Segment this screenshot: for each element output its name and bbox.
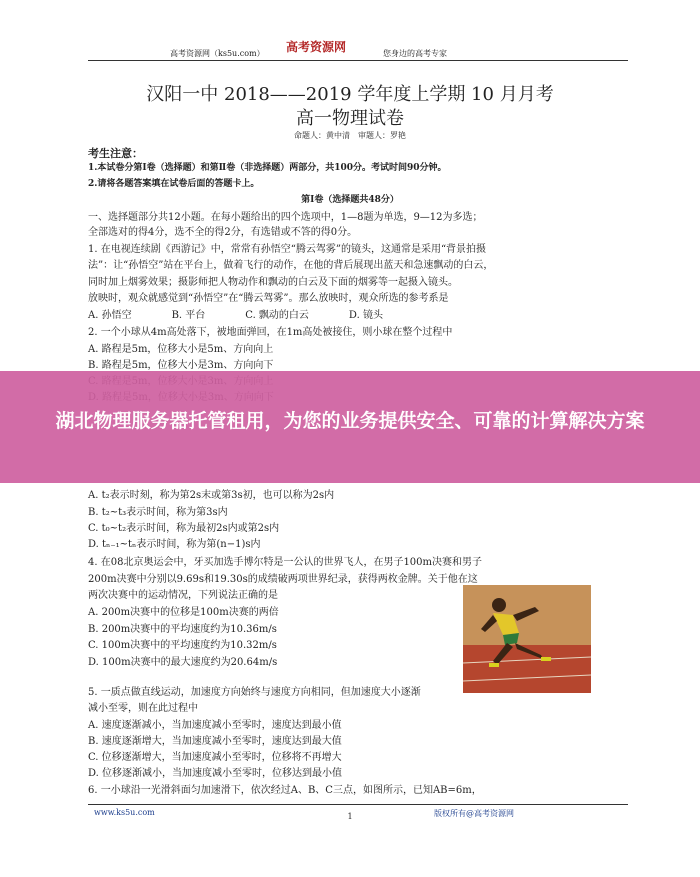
exam-title: 汉阳一中 2018——2019 学年度上学期 10 月月考 xyxy=(146,84,554,105)
question-text: 减小至零，则在此过程中 xyxy=(88,703,198,714)
question-text: 同时加上烟雾效果；摄影师把人物动作和飘动的白云及下面的烟雾等一起摄入镜头。 xyxy=(88,277,458,288)
ad-banner[interactable] xyxy=(0,371,700,483)
notice-title: 考生注意： xyxy=(88,147,143,160)
answer-option: A. t₂表示时刻，称为第2s末或第3s初，也可以称为2s内 xyxy=(88,490,335,501)
answer-option: D. 100m决赛中的最大速度约为20.64m/s xyxy=(88,657,278,668)
sprinter-photo xyxy=(463,585,591,693)
answer-option: B. 路程是5m，位移大小是3m、方向向下 xyxy=(88,360,274,371)
question-text: 两次决赛中的运动情况，下列说法正确的是 xyxy=(88,590,278,601)
question-text: 放映时，观众就感觉到“孙悟空”在“腾云驾雾”。那么放映时，观众所选的参考系是 xyxy=(88,293,449,304)
ad-banner-text[interactable]: 湖北物理服务器托管租用，为您的业务提供安全、可靠的计算解决方案 xyxy=(55,410,645,432)
answer-option: D. 位移逐渐减小，当加速度减小至零时，位移达到最小值 xyxy=(88,768,343,779)
header-logo: 高考资源网 xyxy=(286,40,347,54)
footer-left: www.ks5u.com xyxy=(94,808,155,817)
text-line: 一、选择题部分共12小题。在每小题给出的四个选项中，1—8题为单选，9—12为多选； xyxy=(88,212,483,223)
page-number: 1 xyxy=(347,812,353,821)
footer-right: 版权所有@高考资源网 xyxy=(434,809,514,818)
answer-option: D. tₙ₋₁~tₙ表示时间，称为第(n−1)s内 xyxy=(88,539,261,550)
question-text: 4. 在08北京奥运会中，牙买加选手博尔特是一公认的世界飞人，在男子100m决赛和男子 xyxy=(88,557,483,568)
answer-option: B. t₂~t₃表示时间，称为第3s内 xyxy=(88,507,228,518)
section-heading: 第Ⅰ卷（选择题共48分） xyxy=(301,195,399,205)
answer-option: B. 速度逐渐增大，当加速度减小至零时，速度达到最大值 xyxy=(88,736,342,747)
answer-option: A. 速度逐渐减小，当加速度减小至零时，速度达到最小值 xyxy=(88,720,342,731)
question-text: 法”：让“孙悟空”站在平台上，做着飞行的动作，在他的背后展现出蓝天和急速飘动的白云， xyxy=(88,260,494,271)
page-footer xyxy=(88,804,628,818)
answer-option: B. 200m决赛中的平均速度约为10.36m/s xyxy=(88,624,277,635)
answer-option: C. 位移逐渐增大，当加速度减小至零时，位移将不再增大 xyxy=(88,752,342,763)
answer-option: A. 路程是5m，位移大小是5m、方向向上 xyxy=(88,344,274,355)
header-left: 高考资源网（ks5u.com） xyxy=(170,49,265,58)
question-text: 200m决赛中分别以9.69s和19.30s的成绩破两项世界纪录，获得两枚金牌。关于他在这 xyxy=(88,574,478,585)
notice-line: 2.请将各题答案填在试卷后面的答题卡上。 xyxy=(88,179,260,189)
header-right: 您身边的高考专家 xyxy=(383,49,447,58)
question-text: 6. 一小球沿一光滑斜面匀加速滑下，依次经过A、B、C三点，如图所示，已知AB=6m， xyxy=(88,785,482,796)
question-text: 2. 一个小球从4m高处落下，被地面弹回，在1m高处被接住，则小球在整个过程中 xyxy=(88,327,453,338)
exam-subtitle: 高一物理试卷 xyxy=(296,108,404,129)
text-line: 全部选对的得4分，选不全的得2分，有选错或不答的得0分。 xyxy=(88,227,358,238)
question-text: 1. 在电视连续剧《西游记》中，常常有孙悟空“腾云驾雾”的镜头，这通常是采用“背景拍摄 xyxy=(88,244,487,255)
authors-line: 命题人：黄中清 审题人：罗艳 xyxy=(294,131,406,140)
page-header xyxy=(88,40,628,61)
question-text: 5. 一质点做直线运动，加速度方向始终与速度方向相同，但加速度大小逐渐 xyxy=(88,687,421,698)
answer-option: C. t₀~t₂表示时间，称为最初2s内或第2s内 xyxy=(88,523,280,534)
answer-option: A. 200m决赛中的位移是100m决赛的两倍 xyxy=(88,607,279,618)
notice-line: 1.本试卷分第Ⅰ卷（选择题）和第Ⅱ卷（非选择题）两部分，共100分。考试时间90分钟。 xyxy=(88,163,447,173)
answer-options: A. 孙悟空 B. 平台 C. 飘动的白云 D. 镜头 xyxy=(88,310,383,321)
answer-option: C. 100m决赛中的平均速度约为10.32m/s xyxy=(88,640,277,651)
